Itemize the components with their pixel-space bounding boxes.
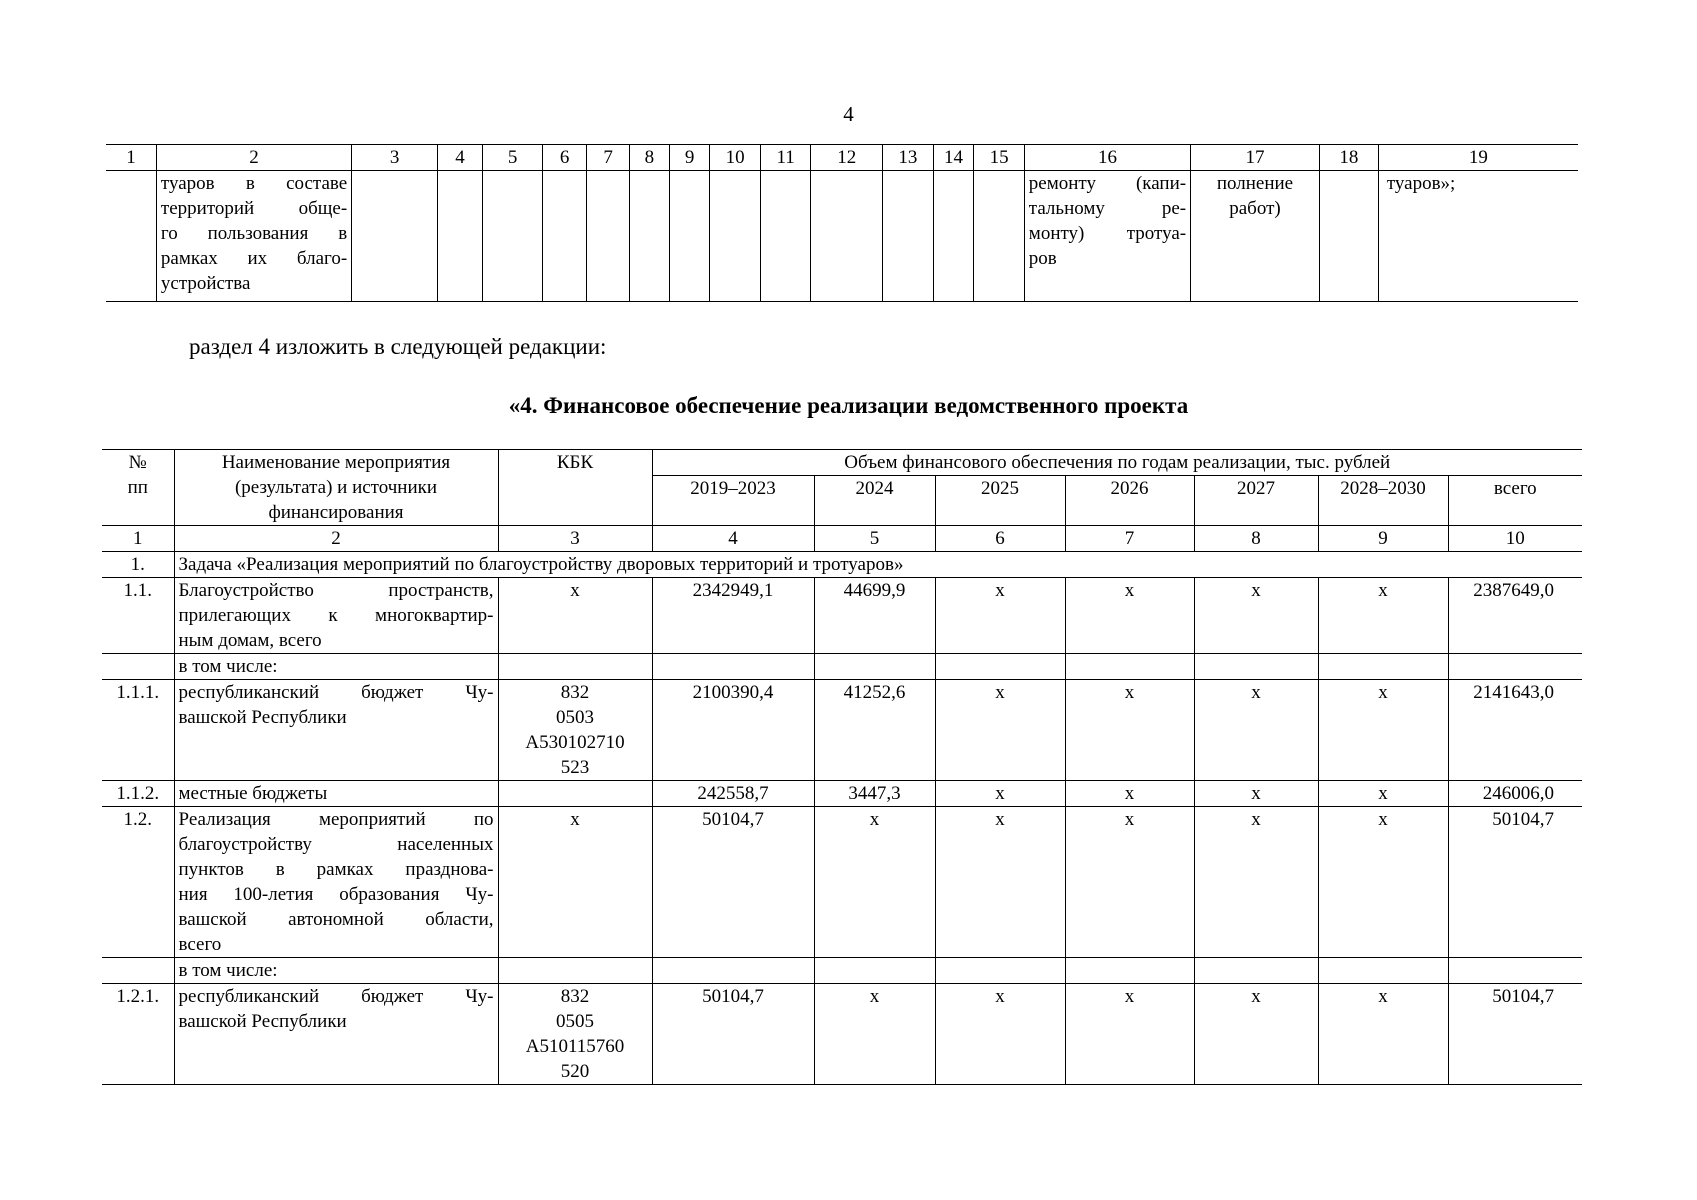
row-number: 1.2.: [102, 807, 174, 958]
row-number: 1.: [102, 552, 174, 578]
year-header: 2026: [1065, 476, 1194, 526]
table-cell: [935, 958, 1065, 984]
subhead-text: в том числе:: [174, 654, 498, 680]
table-cell: [102, 654, 174, 680]
cell-line: ремонту (капи-: [1028, 173, 1187, 194]
year-header: всего: [1448, 476, 1582, 526]
table-cell: [483, 171, 543, 302]
task-text: Задача «Реализация мероприятий по благоустройству дворовых территорий и тротуаров»: [174, 552, 1582, 578]
value-cell: х: [1318, 680, 1448, 781]
col-number: 12: [811, 145, 883, 171]
year-header: 2025: [935, 476, 1065, 526]
header-volume: Объем финансового обеспечения по годам реализации, тыс. рублей: [652, 450, 1582, 476]
instruction-paragraph: раздел 4 изложить в следующей редакции:: [189, 334, 607, 359]
col-number: 1: [102, 526, 174, 552]
value-cell: 41252,6: [814, 680, 935, 781]
value-cell: 50104,7: [1448, 807, 1582, 958]
col-number: 15: [974, 145, 1024, 171]
col-number: 10: [1448, 526, 1582, 552]
table-cell: [630, 171, 670, 302]
table-cell: [1318, 654, 1448, 680]
cell-line: монту) тротуа-: [1028, 223, 1187, 244]
row-name: [174, 680, 498, 781]
table-cell: [652, 958, 814, 984]
cell-line: полнение: [1216, 173, 1294, 194]
value-cell: 3447,3: [814, 781, 935, 807]
col-number: 19: [1378, 145, 1578, 171]
subhead-text: в том числе:: [174, 958, 498, 984]
col-number: 5: [483, 145, 543, 171]
table-cell: [669, 171, 710, 302]
table-cell: [498, 654, 652, 680]
table-cell: [933, 171, 974, 302]
value-cell: х: [814, 807, 935, 958]
col-number: 3: [498, 526, 652, 552]
value-cell: х: [1065, 578, 1194, 654]
row-kbk: х: [498, 807, 652, 958]
table-row: [102, 984, 1582, 1085]
continuation-body-row: [106, 171, 1578, 302]
value-cell: х: [1065, 781, 1194, 807]
value-cell: х: [1065, 984, 1194, 1085]
value-cell: х: [935, 807, 1065, 958]
cell-line: ным домам, всего: [178, 630, 322, 651]
kbk-line: A510115760: [525, 1036, 625, 1057]
year-header: 2027: [1194, 476, 1318, 526]
kbk-line: 832: [560, 682, 590, 703]
value-cell: 2100390,4: [652, 680, 814, 781]
table-cell: [1024, 171, 1190, 302]
col-number: 7: [1065, 526, 1194, 552]
table-cell: [811, 171, 883, 302]
row-kbk: [498, 984, 652, 1085]
col-number: 2: [174, 526, 498, 552]
row-number: 1.1.: [102, 578, 174, 654]
table-cell: [935, 654, 1065, 680]
row-kbk: [498, 680, 652, 781]
value-cell: х: [1194, 984, 1318, 1085]
value-cell: 44699,9: [814, 578, 935, 654]
col-number: 18: [1319, 145, 1378, 171]
row-kbk: х: [498, 578, 652, 654]
table-cell: [102, 958, 174, 984]
value-cell: х: [1318, 578, 1448, 654]
table-cell: [1194, 958, 1318, 984]
table-cell: [106, 171, 156, 302]
row-name: [174, 807, 498, 958]
subhead-row: [102, 654, 1582, 680]
header-row: [102, 450, 1582, 476]
table-cell: [1194, 654, 1318, 680]
kbk-line: 520: [560, 1061, 590, 1082]
cell-line: работ): [1229, 198, 1281, 219]
table-cell: [1448, 654, 1582, 680]
table-cell: [438, 171, 483, 302]
value-cell: 2387649,0: [1448, 578, 1582, 654]
table-row: [102, 807, 1582, 958]
col-number: 8: [1194, 526, 1318, 552]
kbk-line: 0503: [556, 707, 594, 728]
table-cell: [587, 171, 630, 302]
kbk-line: 0505: [556, 1011, 594, 1032]
col-number: 10: [710, 145, 760, 171]
value-cell: х: [1065, 680, 1194, 781]
col-number: 16: [1024, 145, 1190, 171]
subhead-row: [102, 958, 1582, 984]
row-name: [174, 984, 498, 1085]
col-number: 8: [630, 145, 670, 171]
table-cell: [1065, 958, 1194, 984]
year-header: 2028–2030: [1318, 476, 1448, 526]
header-num: [102, 450, 174, 526]
value-cell: х: [1194, 781, 1318, 807]
task-row: [102, 552, 1582, 578]
table-cell: [543, 171, 587, 302]
table-row: [102, 781, 1582, 807]
col-number: 9: [1318, 526, 1448, 552]
row-number: 1.2.1.: [102, 984, 174, 1085]
table-cell: [883, 171, 933, 302]
cell-line: местные бюджеты: [178, 783, 328, 804]
row-name: [174, 578, 498, 654]
table-cell: [710, 171, 760, 302]
financing-table: [102, 449, 1582, 1085]
col-number: 6: [935, 526, 1065, 552]
col-number: 4: [438, 145, 483, 171]
kbk-line: 523: [560, 757, 590, 778]
year-header: 2019–2023: [652, 476, 814, 526]
col-number: 11: [760, 145, 810, 171]
row-number: 1.1.1.: [102, 680, 174, 781]
value-cell: 242558,7: [652, 781, 814, 807]
cell-line: туаров в составе: [160, 173, 348, 194]
table-cell: [156, 171, 351, 302]
value-cell: 50104,7: [652, 984, 814, 1085]
table-row: [102, 680, 1582, 781]
cell-line: всего: [178, 934, 222, 955]
table-cell: [652, 654, 814, 680]
value-cell: х: [935, 984, 1065, 1085]
table-cell: [814, 654, 935, 680]
cell-line: вашской автономной области,: [178, 909, 494, 930]
col-number: 2: [156, 145, 351, 171]
table-cell: [1318, 958, 1448, 984]
header-name: [174, 450, 498, 526]
cell-line: республиканский бюджет Чу-: [178, 986, 494, 1007]
value-cell: 2141643,0: [1448, 680, 1582, 781]
page-number: 4: [843, 102, 854, 126]
cell-line: вашской Республики: [178, 707, 347, 728]
table-cell: [1065, 654, 1194, 680]
row-kbk: [498, 781, 652, 807]
value-cell: х: [1194, 578, 1318, 654]
value-cell: х: [935, 781, 1065, 807]
table-cell: [1319, 171, 1378, 302]
value-cell: х: [814, 984, 935, 1085]
value-cell: х: [1194, 807, 1318, 958]
cell-line: го пользования в: [160, 223, 348, 244]
value-cell: х: [935, 578, 1065, 654]
col-number: 4: [652, 526, 814, 552]
col-number: 13: [883, 145, 933, 171]
cell-line: прилегающих к многоквартир-: [178, 605, 494, 626]
header-line: Наименование мероприятия: [221, 452, 451, 473]
value-cell: х: [1318, 807, 1448, 958]
col-number: 14: [933, 145, 974, 171]
table-cell: [498, 958, 652, 984]
cell-line: Реализация мероприятий по: [178, 809, 494, 830]
value-cell: 246006,0: [1448, 781, 1582, 807]
column-number-row: [102, 526, 1582, 552]
cell-line: благоустройству населенных: [178, 834, 494, 855]
col-number: 6: [543, 145, 587, 171]
table-cell: [814, 958, 935, 984]
continuation-table: [106, 144, 1578, 302]
col-number: 5: [814, 526, 935, 552]
col-number: 3: [352, 145, 438, 171]
table-cell: [974, 171, 1024, 302]
cell-line: ров: [1028, 248, 1057, 269]
cell-line: пунктов в рамках празднова-: [178, 859, 494, 880]
value-cell: х: [935, 680, 1065, 781]
continuation-header-row: [106, 145, 1578, 171]
cell-line: территорий обще-: [160, 198, 348, 219]
table-cell: [760, 171, 810, 302]
cell-line: рамках их благо-: [160, 248, 348, 269]
cell-line: вашской Республики: [178, 1011, 347, 1032]
value-cell: 50104,7: [1448, 984, 1582, 1085]
header-line: финансирования: [268, 502, 404, 523]
year-header: 2024: [814, 476, 935, 526]
col-number: 1: [106, 145, 156, 171]
cell-line: тальному ре-: [1028, 198, 1187, 219]
value-cell: 2342949,1: [652, 578, 814, 654]
col-number: 17: [1191, 145, 1320, 171]
cell-line: ния 100-летия образования Чу-: [178, 884, 494, 905]
table-cell: [1448, 958, 1582, 984]
row-name: [174, 781, 498, 807]
col-number: 7: [587, 145, 630, 171]
kbk-line: 832: [560, 986, 590, 1007]
section-title: «4. Финансовое обеспечение реализации ведомственного проекта: [508, 393, 1189, 418]
table-row: [102, 578, 1582, 654]
cell-line: Благоустройство пространств,: [178, 580, 494, 601]
table-cell: [1378, 171, 1578, 302]
table-cell: [352, 171, 438, 302]
cell-line: республиканский бюджет Чу-: [178, 682, 494, 703]
value-cell: 50104,7: [652, 807, 814, 958]
header-line: №: [128, 452, 147, 473]
kbk-line: A530102710: [525, 732, 625, 753]
col-number: 9: [669, 145, 710, 171]
cell-line: устройства: [160, 273, 251, 294]
value-cell: х: [1194, 680, 1318, 781]
table-cell: [1191, 171, 1320, 302]
value-cell: х: [1065, 807, 1194, 958]
value-cell: х: [1318, 984, 1448, 1085]
value-cell: х: [1318, 781, 1448, 807]
header-kbk: КБК: [498, 450, 652, 526]
cell-line: туаров»;: [1386, 173, 1456, 194]
header-line: (результата) и источники: [234, 477, 438, 498]
row-number: 1.1.2.: [102, 781, 174, 807]
header-line: пп: [127, 477, 148, 498]
